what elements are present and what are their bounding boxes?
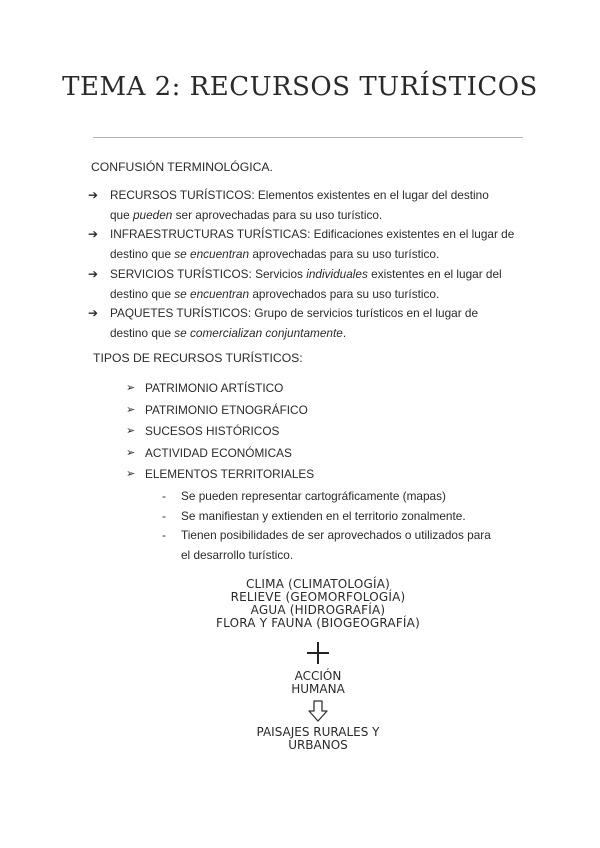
plus-icon [307, 642, 329, 664]
definition-item [88, 265, 528, 304]
sub-item-continuation [160, 546, 530, 566]
definition-head: existentes en el lugar del [367, 266, 502, 281]
page-title: TEMA 2: RECURSOS TURÍSTICOS [62, 72, 538, 102]
type-item [126, 421, 314, 443]
triangle-bullet-icon: ➢ [126, 425, 136, 437]
section-heading-terminologia: CONFUSIÓN TERMINOLÓGICA. [91, 160, 273, 174]
type-item [126, 400, 314, 422]
right-arrow-icon: ➔ [88, 306, 99, 321]
sub-item [160, 526, 530, 546]
factor-agua: AGUA (HIDROGRAFÍA) [250, 603, 386, 617]
definition-text: aprovechadas para su uso turístico. [249, 247, 440, 262]
definition-text: destino que [110, 247, 175, 262]
sub-item [160, 507, 530, 527]
diagram-factors [180, 578, 456, 630]
factor-relieve: RELIEVE (GEOMORFOLOGÍA) [230, 590, 406, 604]
territorial-subitems-list [160, 487, 530, 565]
definition-head: SERVICIOS TURÍSTICOS: Servicios [110, 266, 307, 281]
definition-item [88, 186, 528, 225]
right-arrow-icon: ➔ [88, 188, 99, 202]
diagram-result [200, 726, 436, 752]
definition-text: destino que [110, 325, 175, 340]
definition-item [88, 225, 528, 264]
definition-text: . [342, 325, 347, 340]
definitions-list [88, 186, 528, 344]
result-line: PAISAJES RURALES Y [256, 725, 380, 739]
dash-bullet: - [162, 528, 166, 542]
definition-text: ser aprovechadas para su uso turístico. [172, 207, 383, 222]
definition-emphasis: se encuentran [174, 286, 250, 301]
definition-head: INFRAESTRUCTURAS TURÍSTICAS: Edificaciones existentes en el lugar de [110, 227, 515, 242]
type-label: PATRIMONIO ARTÍSTICO [145, 381, 284, 395]
definition-emphasis: pueden [132, 207, 173, 222]
title-divider [93, 137, 523, 138]
factor-flora-fauna: FLORA Y FAUNA (BIOGEOGRAFÍA) [216, 616, 420, 630]
definition-head: RECURSOS TURÍSTICOS: Elementos existentes en el lugar del destino [110, 188, 489, 202]
right-arrow-icon: ➔ [88, 227, 99, 242]
definition-text: aprovechados para su uso turístico. [249, 286, 440, 301]
sub-item [160, 487, 530, 507]
sub-item-text: Se pueden representar cartográficamente (mapas) [181, 489, 446, 503]
right-arrow-icon: ➔ [88, 266, 99, 281]
accion-line: ACCIÓN [294, 669, 342, 683]
type-label: SUCESOS HISTÓRICOS [145, 424, 280, 438]
dash-bullet: - [162, 489, 166, 503]
result-line: URBANOS [288, 738, 348, 752]
definition-head: PAQUETES TURÍSTICOS: Grupo de servicios turísticos en el lugar de [110, 306, 479, 321]
sub-item-text: el desarrollo turístico. [181, 547, 294, 562]
down-arrow-icon [307, 700, 329, 722]
definition-emphasis: se comercializan conjuntamente [174, 325, 343, 340]
definition-text: que [110, 207, 133, 222]
triangle-bullet-icon: ➢ [126, 468, 136, 480]
diagram-accion-humana [240, 670, 396, 696]
definition-item [88, 304, 528, 343]
factor-clima: CLIMA (CLIMATOLOGÍA) [245, 577, 391, 591]
section-heading-tipos: TIPOS DE RECURSOS TURÍSTICOS: [93, 351, 303, 365]
accion-line: HUMANA [291, 682, 345, 696]
types-list [126, 378, 314, 486]
sub-item-text: Tienen posibilidades de ser aprovechados o utilizados para [181, 528, 491, 542]
type-item [126, 378, 314, 400]
type-label: PATRIMONIO ETNOGRÁFICO [145, 402, 308, 417]
triangle-bullet-icon: ➢ [126, 403, 136, 416]
type-label: ACTIVIDAD ECONÓMICAS [145, 445, 292, 460]
type-label: ELEMENTOS TERRITORIALES [145, 467, 315, 481]
type-item [126, 464, 314, 486]
triangle-bullet-icon: ➢ [126, 382, 136, 394]
definition-emphasis: individuales [306, 266, 368, 281]
sub-item-text: Se manifiestan y extienden en el territorio zonalmente. [181, 508, 466, 523]
dash-bullet: - [162, 508, 166, 523]
triangle-bullet-icon: ➢ [126, 446, 136, 459]
type-item [126, 443, 314, 465]
definition-text: destino que [110, 286, 175, 301]
definition-emphasis: se encuentran [174, 247, 250, 262]
